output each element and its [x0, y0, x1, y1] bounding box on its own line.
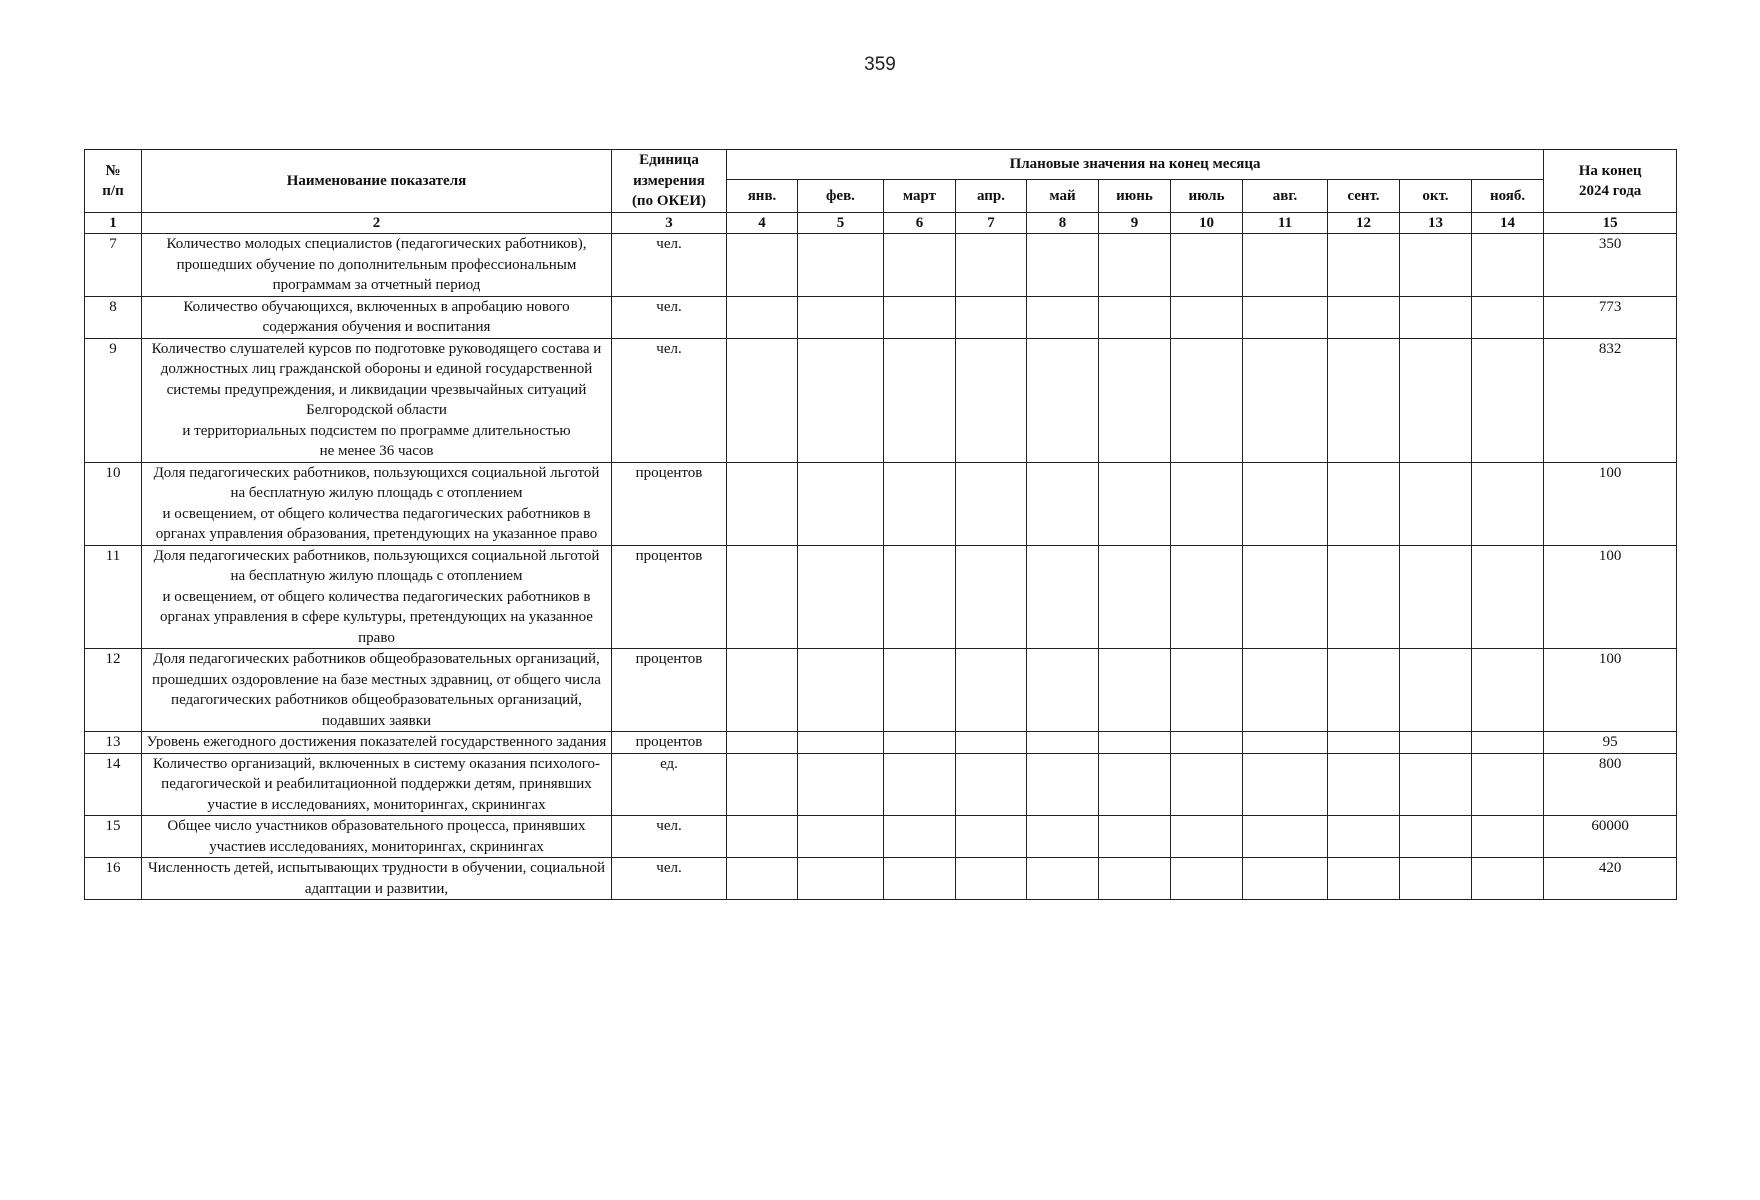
month-value-cell [1243, 462, 1328, 545]
month-value-cell [1400, 462, 1472, 545]
header-num: № п/п [85, 150, 142, 213]
month-value-cell [1099, 649, 1171, 732]
column-number: 4 [727, 213, 798, 234]
table-row [85, 296, 1677, 338]
header-name: Наименование показателя [142, 150, 612, 213]
month-value-cell [1027, 732, 1099, 754]
row-number: 9 [85, 338, 142, 462]
month-value-cell [727, 732, 798, 754]
month-value-cell [798, 858, 884, 900]
table-row [85, 753, 1677, 816]
month-value-cell [1027, 462, 1099, 545]
unit-of-measure: процентов [612, 649, 727, 732]
row-number: 16 [85, 858, 142, 900]
table-row [85, 816, 1677, 858]
month-value-cell [884, 649, 956, 732]
month-value-cell [798, 816, 884, 858]
month-value-cell [884, 234, 956, 297]
month-value-cell [1328, 296, 1400, 338]
month-value-cell [1171, 545, 1243, 649]
month-value-cell [1099, 462, 1171, 545]
month-value-cell [884, 816, 956, 858]
column-number: 10 [1171, 213, 1243, 234]
indicator-name: Количество обучающихся, включенных в апробацию нового содержания обучения и воспитания [142, 296, 612, 338]
month-value-cell [1171, 732, 1243, 754]
unit-of-measure: чел. [612, 338, 727, 462]
month-value-cell [798, 234, 884, 297]
unit-of-measure: чел. [612, 858, 727, 900]
month-value-cell [884, 753, 956, 816]
year-end-value: 100 [1544, 545, 1677, 649]
month-value-cell [1243, 816, 1328, 858]
month-value-cell [884, 858, 956, 900]
month-value-cell [798, 649, 884, 732]
month-value-cell [1243, 753, 1328, 816]
header-month: янв. [727, 180, 798, 213]
row-number: 7 [85, 234, 142, 297]
month-value-cell [727, 545, 798, 649]
month-value-cell [1171, 753, 1243, 816]
month-value-cell [1472, 338, 1544, 462]
header-year-end: На конец 2024 года [1544, 150, 1677, 213]
month-value-cell [727, 462, 798, 545]
month-value-cell [727, 858, 798, 900]
month-value-cell [1027, 858, 1099, 900]
month-value-cell [1328, 545, 1400, 649]
indicators-table [84, 149, 1677, 900]
header-month: окт. [1400, 180, 1472, 213]
month-value-cell [956, 858, 1027, 900]
month-value-cell [1472, 858, 1544, 900]
header-month: апр. [956, 180, 1027, 213]
month-value-cell [727, 753, 798, 816]
month-value-cell [884, 732, 956, 754]
unit-of-measure: процентов [612, 732, 727, 754]
month-value-cell [1171, 816, 1243, 858]
month-value-cell [1243, 732, 1328, 754]
month-value-cell [1472, 545, 1544, 649]
month-value-cell [1171, 338, 1243, 462]
column-number: 6 [884, 213, 956, 234]
column-number: 13 [1400, 213, 1472, 234]
indicator-name: Количество организаций, включенных в систему оказания психолого-педагогической и реабилитационной поддержки детям, принявших участие в исследованиях, мониторингах, скринингах [142, 753, 612, 816]
month-value-cell [884, 545, 956, 649]
month-value-cell [1027, 234, 1099, 297]
year-end-value: 60000 [1544, 816, 1677, 858]
month-value-cell [727, 296, 798, 338]
row-number: 14 [85, 753, 142, 816]
table-body [85, 234, 1677, 900]
month-value-cell [1243, 649, 1328, 732]
indicator-name: Количество молодых специалистов (педагогических работников), прошедших обучение по дополнительным профессиональным программам за отчетный период [142, 234, 612, 297]
month-value-cell [1027, 296, 1099, 338]
table-row [85, 338, 1677, 462]
page-number: 359 [864, 54, 896, 75]
month-value-cell [1243, 234, 1328, 297]
indicator-name: Доля педагогических работников, пользующихся социальной льготой на бесплатную жилую площадь с отоплением и освещением, от общего количества педагогических работников в органах управления в сфере культуры, претендующих на указанное право [142, 545, 612, 649]
year-end-value: 420 [1544, 858, 1677, 900]
header-month: март [884, 180, 956, 213]
row-number: 8 [85, 296, 142, 338]
month-value-cell [1099, 338, 1171, 462]
indicator-name: Количество слушателей курсов по подготовке руководящего состава и должностных лиц гражданской обороны и единой государственной системы предупреждения, и ликвидации чрезвычайных ситуаций Белгородской области и территориальных подсистем по программе длительностью не менее 36 часов [142, 338, 612, 462]
month-value-cell [1328, 234, 1400, 297]
unit-of-measure: ед. [612, 753, 727, 816]
table-header [85, 150, 1677, 234]
month-value-cell [956, 545, 1027, 649]
month-value-cell [1027, 816, 1099, 858]
unit-of-measure: процентов [612, 545, 727, 649]
column-number: 7 [956, 213, 1027, 234]
month-value-cell [1472, 296, 1544, 338]
table-row [85, 649, 1677, 732]
month-value-cell [1027, 649, 1099, 732]
month-value-cell [1472, 732, 1544, 754]
column-number: 9 [1099, 213, 1171, 234]
month-value-cell [1472, 234, 1544, 297]
table-row [85, 545, 1677, 649]
header-month: июнь [1099, 180, 1171, 213]
indicator-name: Общее число участников образовательного процесса, принявших участиев исследованиях, мониторингах, скринингах [142, 816, 612, 858]
month-value-cell [1027, 545, 1099, 649]
month-value-cell [884, 338, 956, 462]
month-value-cell [1099, 234, 1171, 297]
month-value-cell [1328, 732, 1400, 754]
month-value-cell [1328, 858, 1400, 900]
month-value-cell [956, 649, 1027, 732]
year-end-value: 95 [1544, 732, 1677, 754]
table-row [85, 462, 1677, 545]
month-value-cell [798, 545, 884, 649]
year-end-value: 350 [1544, 234, 1677, 297]
table-row [85, 858, 1677, 900]
month-value-cell [1027, 753, 1099, 816]
month-value-cell [1243, 338, 1328, 462]
year-end-value: 100 [1544, 649, 1677, 732]
month-value-cell [1400, 732, 1472, 754]
month-value-cell [798, 296, 884, 338]
year-end-value: 800 [1544, 753, 1677, 816]
month-value-cell [1328, 649, 1400, 732]
unit-of-measure: чел. [612, 234, 727, 297]
row-number: 12 [85, 649, 142, 732]
month-value-cell [956, 234, 1027, 297]
row-number: 10 [85, 462, 142, 545]
column-number: 12 [1328, 213, 1400, 234]
unit-of-measure: чел. [612, 296, 727, 338]
month-value-cell [1472, 649, 1544, 732]
month-value-cell [1400, 545, 1472, 649]
month-value-cell [727, 338, 798, 462]
month-value-cell [1328, 816, 1400, 858]
month-value-cell [1171, 234, 1243, 297]
month-value-cell [884, 462, 956, 545]
header-plan: Плановые значения на конец месяца [727, 150, 1544, 180]
year-end-value: 832 [1544, 338, 1677, 462]
month-value-cell [1171, 462, 1243, 545]
month-value-cell [798, 732, 884, 754]
column-number: 14 [1472, 213, 1544, 234]
month-value-cell [1099, 858, 1171, 900]
column-number: 3 [612, 213, 727, 234]
header-month: май [1027, 180, 1099, 213]
month-value-cell [1400, 858, 1472, 900]
unit-of-measure: процентов [612, 462, 727, 545]
header-month: нояб. [1472, 180, 1544, 213]
column-number: 11 [1243, 213, 1328, 234]
month-value-cell [956, 462, 1027, 545]
column-number: 15 [1544, 213, 1677, 234]
month-value-cell [1472, 816, 1544, 858]
header-month: сент. [1328, 180, 1400, 213]
month-value-cell [1400, 296, 1472, 338]
indicator-name: Численность детей, испытывающих трудности в обучении, социальной адаптации и развитии, [142, 858, 612, 900]
month-value-cell [1099, 296, 1171, 338]
month-value-cell [1328, 338, 1400, 462]
month-value-cell [1171, 649, 1243, 732]
indicator-name: Уровень ежегодного достижения показателей государственного задания [142, 732, 612, 754]
month-value-cell [1472, 753, 1544, 816]
header-month: июль [1171, 180, 1243, 213]
month-value-cell [1243, 858, 1328, 900]
month-value-cell [956, 296, 1027, 338]
table-row [85, 732, 1677, 754]
month-value-cell [1400, 649, 1472, 732]
month-value-cell [727, 816, 798, 858]
table-row [85, 234, 1677, 297]
indicator-name: Доля педагогических работников, пользующихся социальной льготой на бесплатную жилую площадь с отоплением и освещением, от общего количества педагогических работников в органах управления образования, претендующих на указанное право [142, 462, 612, 545]
month-value-cell [956, 338, 1027, 462]
month-value-cell [1243, 296, 1328, 338]
column-number: 2 [142, 213, 612, 234]
month-value-cell [798, 753, 884, 816]
row-number: 11 [85, 545, 142, 649]
indicator-name: Доля педагогических работников общеобразовательных организаций, прошедших оздоровление на базе местных здравниц, от общего числа педагогических работников общеобразовательных организаций, подавших заявки [142, 649, 612, 732]
month-value-cell [1472, 462, 1544, 545]
month-value-cell [1243, 545, 1328, 649]
year-end-value: 100 [1544, 462, 1677, 545]
header-month: фев. [798, 180, 884, 213]
month-value-cell [727, 649, 798, 732]
header-unit: Единица измерения (по ОКЕИ) [612, 150, 727, 213]
month-value-cell [1400, 753, 1472, 816]
month-value-cell [1171, 296, 1243, 338]
column-number: 5 [798, 213, 884, 234]
month-value-cell [1400, 338, 1472, 462]
month-value-cell [956, 753, 1027, 816]
month-value-cell [1400, 234, 1472, 297]
column-number: 1 [85, 213, 142, 234]
column-number: 8 [1027, 213, 1099, 234]
month-value-cell [956, 732, 1027, 754]
row-number: 13 [85, 732, 142, 754]
month-value-cell [1328, 753, 1400, 816]
month-value-cell [1099, 732, 1171, 754]
month-value-cell [727, 234, 798, 297]
header-month: авг. [1243, 180, 1328, 213]
month-value-cell [798, 338, 884, 462]
month-value-cell [956, 816, 1027, 858]
row-number: 15 [85, 816, 142, 858]
month-value-cell [798, 462, 884, 545]
year-end-value: 773 [1544, 296, 1677, 338]
month-value-cell [1328, 462, 1400, 545]
month-value-cell [1099, 753, 1171, 816]
month-value-cell [1099, 816, 1171, 858]
month-value-cell [1400, 816, 1472, 858]
unit-of-measure: чел. [612, 816, 727, 858]
month-value-cell [1099, 545, 1171, 649]
month-value-cell [884, 296, 956, 338]
month-value-cell [1027, 338, 1099, 462]
month-value-cell [1171, 858, 1243, 900]
